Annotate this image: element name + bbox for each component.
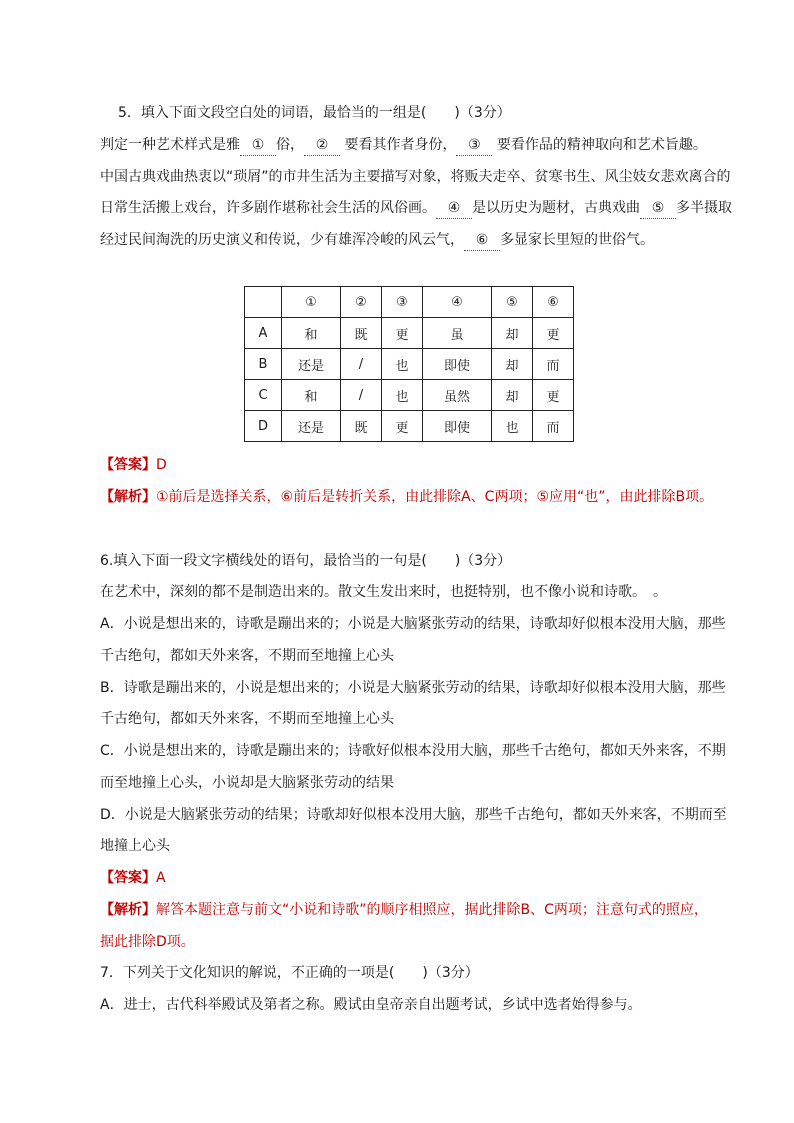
- q7-title: 7．下列关于文化知识的解说，不正确的一项是( )（3分）: [100, 965, 479, 981]
- analysis-tag: 【解析】: [100, 489, 156, 505]
- table-cell: ①: [282, 287, 341, 318]
- answer-value: D: [156, 457, 167, 473]
- blank-1: ①: [240, 135, 276, 156]
- answer-tag: 【答案】: [100, 870, 156, 886]
- table-cell: 即使: [423, 349, 492, 380]
- table-cell: 和: [282, 318, 341, 349]
- table-cell: ⑥: [533, 287, 574, 318]
- q6-analysis-line2: 据此排除D项。: [100, 934, 195, 950]
- table-cell: 也: [382, 380, 423, 411]
- q7-option-a: A．进士，古代科举殿试及第者之称。殿试由皇帝亲自出题考试，乡试中选者始得参与。: [100, 997, 642, 1013]
- analysis-text: 解答本题注意与前文“小说和诗歌”的顺序相照应，据此排除B、C两项；注意句式的照应，: [156, 902, 708, 918]
- table-cell: ③: [382, 287, 423, 318]
- table-cell: B: [245, 349, 282, 380]
- q6-option-d-line1: D．小说是大脑紧张劳动的结果；诗歌却好似根本没用大脑，那些千古绝句，都如天外来客，不期而至: [100, 807, 727, 823]
- analysis-tag: 【解析】: [100, 902, 156, 918]
- table-cell: 也: [382, 349, 423, 380]
- table-row: [245, 411, 574, 442]
- table-cell: 更: [382, 318, 423, 349]
- table-cell: /: [341, 380, 382, 411]
- table-cell: 更: [533, 380, 574, 411]
- table-cell: 却: [492, 380, 533, 411]
- q5-answer: [100, 455, 167, 475]
- q5-text: 是以历史为题材，古典戏曲: [472, 200, 640, 216]
- q5-text: 多半摄取: [676, 200, 732, 216]
- q5-text: 经过民间淘洗的历史演义和传说，少有雄浑冷峻的风云气，: [100, 232, 464, 248]
- options-table: [244, 286, 574, 442]
- answer-tag: 【答案】: [100, 457, 156, 473]
- q6-option-b-line1: B．诗歌是蹦出来的，小说是想出来的；小说是大脑紧张劳动的结果，诗歌却好似根本没用大脑，那些: [100, 680, 726, 696]
- q6-option-a-line1: A．小说是想出来的，诗歌是蹦出来的；小说是大脑紧张劳动的结果，诗歌却好似根本没用大脑，那些: [100, 616, 726, 632]
- table-cell: 而: [533, 349, 574, 380]
- table-cell: 更: [382, 411, 423, 442]
- table-cell: ⑤: [492, 287, 533, 318]
- table-cell: 却: [492, 318, 533, 349]
- q6-option-c-line2: 而至地撞上心头，小说却是大脑紧张劳动的结果: [100, 775, 394, 791]
- table-row: [245, 318, 574, 349]
- q5-title: 5．填入下面文段空白处的词语，最恰当的一组是( )（3分）: [118, 105, 511, 121]
- q6-option-c-line1: C．小说是想出来的，诗歌是蹦出来的；诗歌好似根本没用大脑，那些千古绝句，都如天外来客，不期: [100, 743, 726, 759]
- q5-paragraph-line3: [100, 198, 732, 219]
- q5-paragraph-line4: [100, 230, 654, 251]
- table-cell: 既: [341, 411, 382, 442]
- table-cell: 而: [533, 411, 574, 442]
- table-cell: 虽然: [423, 380, 492, 411]
- table-cell: /: [341, 349, 382, 380]
- q5-paragraph-line2: 中国古典戏曲热衷以“琐屑”的市井生活为主要描写对象，将贩夫走卒、贫寒书生、风尘妓女悲欢离合的: [100, 169, 731, 185]
- table-cell: ④: [423, 287, 492, 318]
- q6-option-b-line2: 千古绝句，都如天外来客，不期而至地撞上心头: [100, 711, 394, 727]
- table-cell: C: [245, 380, 282, 411]
- table-cell: 虽: [423, 318, 492, 349]
- q6-option-d-line2: 地撞上心头: [100, 838, 170, 854]
- table-cell: 既: [341, 318, 382, 349]
- table-cell: 更: [533, 318, 574, 349]
- table-header-row: [245, 287, 574, 318]
- table-cell: 却: [492, 349, 533, 380]
- q5-text: 俗，: [276, 137, 304, 153]
- q5-analysis: [100, 487, 713, 507]
- table-row: [245, 380, 574, 411]
- blank-2: ②: [304, 135, 340, 156]
- q6-title: 6.填入下面一段文字横线处的语句，最恰当的一句是( )（3分）: [100, 553, 512, 569]
- table-cell: 即使: [423, 411, 492, 442]
- q5-text: 多显家长里短的世俗气。: [500, 232, 654, 248]
- blank-5: ⑤: [640, 198, 676, 219]
- q5-text: 判定一种艺术样式是雅: [100, 137, 240, 153]
- table-cell: 也: [492, 411, 533, 442]
- q6-stem: 在艺术中，深刻的都不是制造出来的。散文生发出来时，也挺特别，也不像小说和诗歌。 。: [100, 584, 667, 600]
- blank-4: ④: [436, 198, 472, 219]
- q6-analysis: [100, 900, 708, 920]
- table-cell: D: [245, 411, 282, 442]
- table-cell: 还是: [282, 349, 341, 380]
- q5-text: 要看作品的精神取向和艺术旨趣。: [496, 137, 707, 153]
- q6-answer: [100, 868, 166, 888]
- q5-paragraph-line1: [100, 135, 707, 156]
- answer-value: A: [156, 870, 166, 886]
- analysis-text: ①前后是选择关系，⑥前后是转折关系，由此排除A、C两项；⑤应用“也”，由此排除B项。: [156, 489, 714, 505]
- table-cell: ②: [341, 287, 382, 318]
- blank-6: ⑥: [464, 230, 500, 251]
- table-cell: 还是: [282, 411, 341, 442]
- q5-text: 要看其作者身份，: [344, 137, 457, 153]
- q5-text: 日常生活搬上戏台，许多剧作堪称社会生活的风俗画。: [100, 200, 436, 216]
- table-row: [245, 349, 574, 380]
- table-cell: [245, 287, 282, 318]
- table-cell: 和: [282, 380, 341, 411]
- table-cell: A: [245, 318, 282, 349]
- blank-3: ③: [456, 135, 492, 156]
- q6-option-a-line2: 千古绝句，都如天外来客，不期而至地撞上心头: [100, 648, 394, 664]
